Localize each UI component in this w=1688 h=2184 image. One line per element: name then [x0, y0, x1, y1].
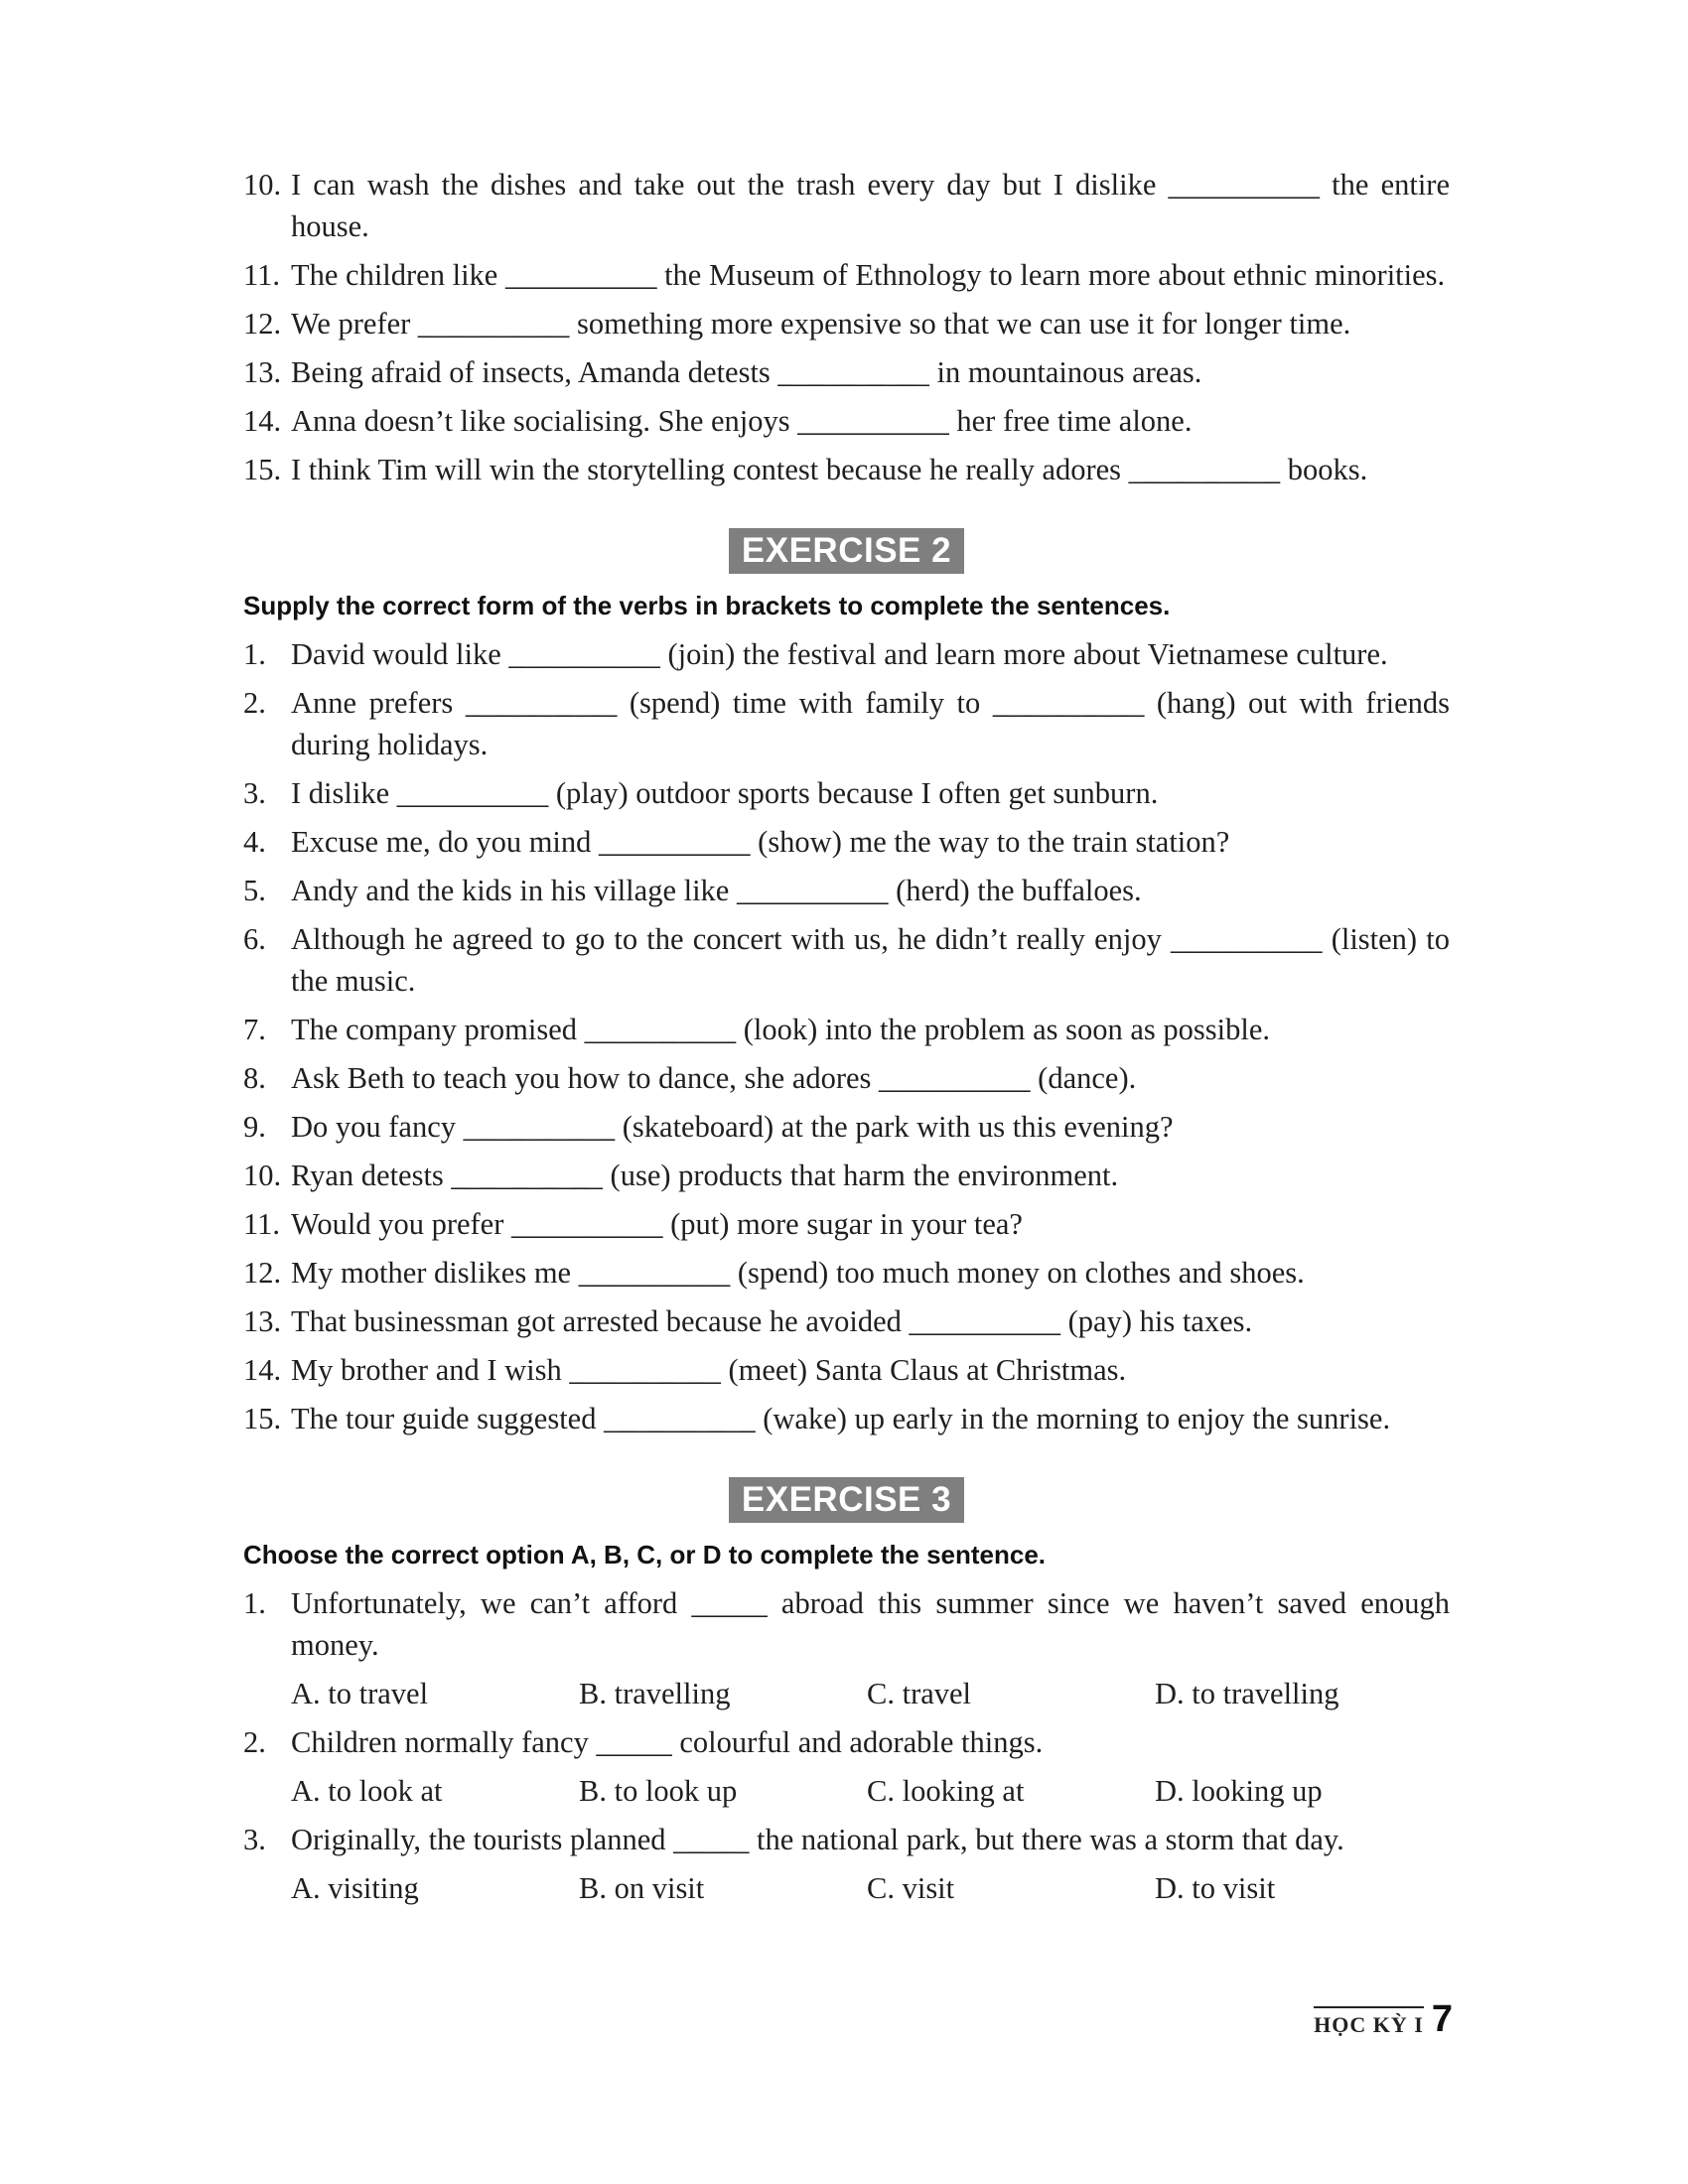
- item-number: 5.: [243, 874, 266, 907]
- list-item: [243, 1398, 1450, 1439]
- item-number: 6.: [243, 922, 266, 956]
- item-number: 8.: [243, 1061, 266, 1095]
- item-text: Originally, the tourists planned _____ the national park, but there was a storm that day.: [291, 1823, 1344, 1856]
- list-item: [243, 1009, 1450, 1050]
- item-text: Unfortunately, we can’t afford _____ abroad this summer since we haven’t saved enough money.: [291, 1586, 1450, 1662]
- list-item: [243, 164, 1450, 247]
- footer-semester-label: HỌC KỲ I: [1314, 2006, 1424, 2038]
- list-item: [243, 682, 1450, 765]
- list-item: [243, 1300, 1450, 1342]
- item-text: My brother and I wish __________ (meet) Santa Claus at Christmas.: [291, 1353, 1127, 1387]
- list-item: [243, 821, 1450, 863]
- list-item: [243, 1252, 1450, 1294]
- option-a: A. to look at: [291, 1774, 443, 1808]
- exercise3-instruction: Choose the correct option A, B, C, or D to complete the sentence.: [243, 1540, 1047, 1570]
- list-item: [243, 400, 1450, 442]
- item-number: 3.: [243, 1823, 266, 1856]
- item-text: The children like __________ the Museum of Ethnology to learn more about ethnic minorities.: [291, 258, 1446, 292]
- item-number: 1.: [243, 637, 266, 671]
- question-item: [243, 1819, 1450, 1860]
- item-text: We prefer __________ something more expensive so that we can use it for longer time.: [291, 307, 1351, 341]
- item-text: The company promised __________ (look) into the problem as soon as possible.: [291, 1013, 1271, 1046]
- question-item: [243, 1721, 1450, 1763]
- item-text: Andy and the kids in his village like __________ (herd) the buffaloes.: [291, 874, 1142, 907]
- item-number: 11.: [243, 258, 280, 292]
- item-number: 15.: [243, 1402, 282, 1435]
- item-number: 12.: [243, 1256, 282, 1290]
- page-content: [243, 164, 1450, 1916]
- exercise2-header: [243, 528, 1450, 574]
- item-text: Excuse me, do you mind __________ (show) me the way to the train station?: [291, 825, 1230, 859]
- exercise2-list: [243, 633, 1450, 1439]
- item-number: 10.: [243, 168, 282, 202]
- item-number: 15.: [243, 453, 282, 486]
- list-item: [243, 303, 1450, 344]
- exercise2-title: EXERCISE 2: [729, 528, 964, 574]
- answer-options: [243, 1673, 1450, 1714]
- list-item: [243, 633, 1450, 675]
- item-text: Children normally fancy _____ colourful and adorable things.: [291, 1725, 1044, 1759]
- exercise3-list: [243, 1582, 1450, 1909]
- item-number: 12.: [243, 307, 282, 341]
- item-text: David would like __________ (join) the festival and learn more about Vietnamese culture.: [291, 637, 1388, 671]
- list-item: [243, 870, 1450, 911]
- item-text: Although he agreed to go to the concert with us, he didn’t really enjoy __________ (listen) to the music.: [291, 922, 1450, 998]
- page-number: 7: [1431, 1998, 1453, 2040]
- item-text: I think Tim will win the storytelling contest because he really adores __________ books.: [291, 453, 1368, 486]
- option-c: C. travel: [867, 1677, 972, 1710]
- page-footer: [1314, 2000, 1453, 2038]
- item-number: 13.: [243, 1304, 282, 1338]
- option-c: C. looking at: [867, 1774, 1025, 1808]
- answer-options: [243, 1770, 1450, 1812]
- item-number: 10.: [243, 1159, 282, 1192]
- question-item: [243, 1582, 1450, 1666]
- item-text: That businessman got arrested because he avoided __________ (pay) his taxes.: [291, 1304, 1253, 1338]
- item-text: Anna doesn’t like socialising. She enjoys __________ her free time alone.: [291, 404, 1193, 438]
- item-text: The tour guide suggested __________ (wake) up early in the morning to enjoy the sunrise.: [291, 1402, 1391, 1435]
- option-d: D. looking up: [1155, 1774, 1323, 1808]
- item-number: 2.: [243, 686, 266, 720]
- item-number: 3.: [243, 776, 266, 810]
- option-b: B. to look up: [579, 1774, 738, 1808]
- option-a: A. to travel: [291, 1677, 429, 1710]
- list-item: [243, 1057, 1450, 1099]
- option-c: C. visit: [867, 1871, 955, 1905]
- item-text: Being afraid of insects, Amanda detests __________ in mountainous areas.: [291, 355, 1202, 389]
- exercise3-header: [243, 1477, 1450, 1523]
- item-number: 14.: [243, 1353, 282, 1387]
- exercise1-list: [243, 164, 1450, 490]
- item-number: 11.: [243, 1207, 280, 1241]
- list-item: [243, 351, 1450, 393]
- item-text: Anne prefers __________ (spend) time with family to __________ (hang) out with friends during holidays.: [291, 686, 1450, 761]
- item-text: Do you fancy __________ (skateboard) at the park with us this evening?: [291, 1110, 1174, 1144]
- item-number: 2.: [243, 1725, 266, 1759]
- item-text: I dislike __________ (play) outdoor sports because I often get sunburn.: [291, 776, 1159, 810]
- list-item: [243, 449, 1450, 490]
- item-text: Ask Beth to teach you how to dance, she adores __________ (dance).: [291, 1061, 1137, 1095]
- item-text: My mother dislikes me __________ (spend) too much money on clothes and shoes.: [291, 1256, 1305, 1290]
- item-number: 9.: [243, 1110, 266, 1144]
- item-number: 14.: [243, 404, 282, 438]
- exercise3-title: EXERCISE 3: [729, 1477, 964, 1523]
- item-number: 4.: [243, 825, 266, 859]
- list-item: [243, 772, 1450, 814]
- option-b: B. travelling: [579, 1677, 731, 1710]
- option-d: D. to visit: [1155, 1871, 1276, 1905]
- item-number: 1.: [243, 1586, 266, 1620]
- option-a: A. visiting: [291, 1871, 419, 1905]
- answer-options: [243, 1867, 1450, 1909]
- list-item: [243, 1106, 1450, 1148]
- item-text: Would you prefer __________ (put) more sugar in your tea?: [291, 1207, 1023, 1241]
- item-number: 13.: [243, 355, 282, 389]
- list-item: [243, 1155, 1450, 1196]
- option-b: B. on visit: [579, 1871, 705, 1905]
- item-text: Ryan detests __________ (use) products that harm the environment.: [291, 1159, 1119, 1192]
- list-item: [243, 918, 1450, 1002]
- item-number: 7.: [243, 1013, 266, 1046]
- list-item: [243, 254, 1450, 296]
- item-text: I can wash the dishes and take out the trash every day but I dislike __________ the entire house.: [291, 168, 1450, 243]
- list-item: [243, 1203, 1450, 1245]
- option-d: D. to travelling: [1155, 1677, 1339, 1710]
- exercise2-instruction: Supply the correct form of the verbs in brackets to complete the sentences.: [243, 591, 1171, 620]
- list-item: [243, 1349, 1450, 1391]
